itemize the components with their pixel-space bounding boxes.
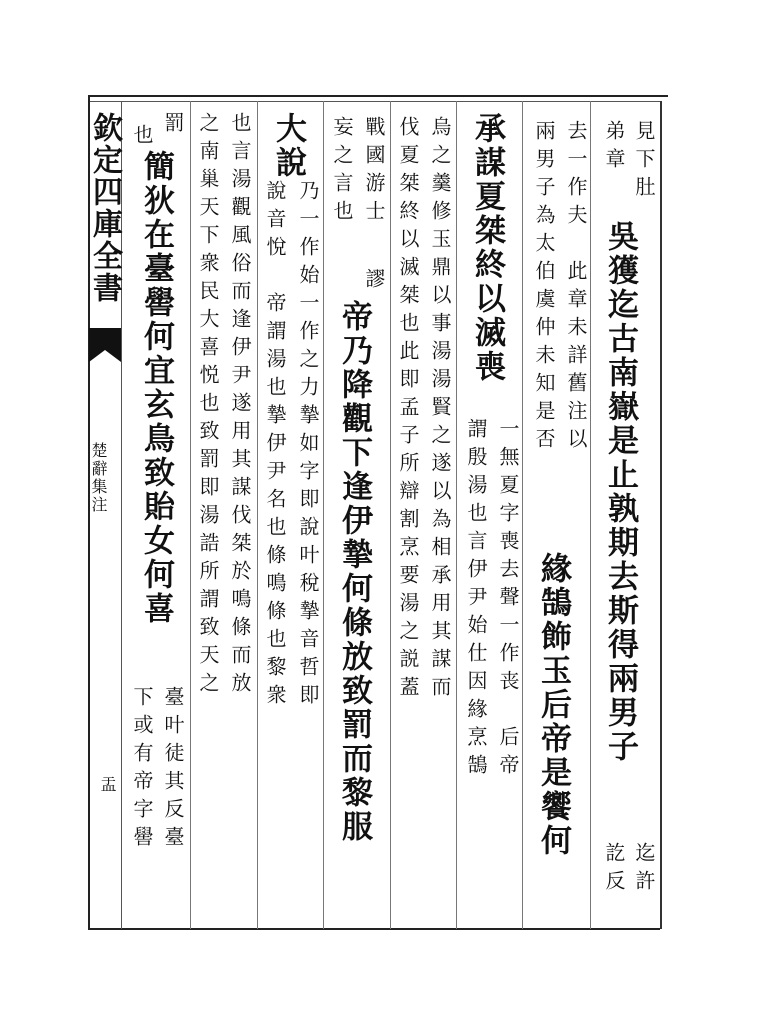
annotation: 戰國游士 (362, 116, 386, 228)
annotation: 謬 (362, 268, 386, 296)
book-title: 楚辭集注 (89, 442, 108, 514)
annotation: 迄許 (632, 842, 656, 898)
annotation: 乃一作始一作之力摯如字即說叶稅摯音哲即 (296, 180, 320, 712)
main-text-column: 承謀夏桀終以滅喪 (469, 112, 505, 384)
main-text-column: 帝乃降觀下逢伊摯何條放致罰而黎服 (336, 300, 372, 844)
frame-right-border (660, 101, 662, 929)
annotation: 弟章 (602, 120, 626, 176)
column-rule (390, 101, 391, 929)
column-rule (257, 101, 258, 929)
column-rule (456, 101, 457, 929)
annotation: 之南巢天下衆民大喜悦也致罰即湯誥所謂致天之 (196, 112, 220, 700)
annotation: 訖反 (602, 842, 626, 898)
main-text-column: 吳獲迄古南嶽是止孰期去斯得兩男子 (602, 220, 638, 764)
main-text-column: 大說 (270, 112, 306, 180)
book-series-title: 欽定四庫全書 (87, 112, 122, 304)
annotation: 妄之言也 (330, 116, 354, 228)
frame-top-border (88, 95, 668, 97)
fish-tail-mark-icon (88, 328, 121, 362)
column-rule (323, 101, 324, 929)
annotation: 謂殷湯也言伊尹始仕因緣烹鵠 (464, 418, 488, 782)
column-rule (590, 101, 591, 929)
frame-inner-top-border (88, 101, 660, 102)
column-rule (190, 101, 191, 929)
page-number: 盂 (98, 776, 117, 794)
annotation: 也 (130, 124, 154, 152)
annotation: 也言湯觀風俗而逢伊尹遂用其謀伐桀於鳴條而放 (228, 112, 252, 700)
column-rule (522, 101, 523, 929)
annotation: 見下肚 (632, 120, 656, 204)
frame-bottom-border (88, 928, 660, 930)
annotation: 臺叶徒其反臺 (161, 686, 185, 854)
annotation: 兩男子為太伯虞仲未知是否 (532, 120, 556, 456)
main-text-column: 簡狄在臺嚳何宜玄鳥致貽女何喜 (138, 150, 174, 626)
annotation: 去一作夫 此章未詳舊注以 (564, 120, 588, 456)
annotation: 伐夏桀終以滅桀也此即孟子所辯割烹要湯之説蓋 (396, 116, 420, 704)
annotation: 一無夏字喪去聲一作丧 后帝 (496, 418, 520, 782)
annotation: 說音悅 帝謂湯也摯伊尹名也條鳴條也黎衆 (263, 180, 287, 712)
main-text-column: 緣鵠飾玉后帝是饗何 (535, 552, 571, 858)
annotation: 罰 (161, 112, 185, 140)
annotation: 下或有帝字嚳 (130, 686, 154, 854)
annotation: 烏之羹修玉鼎以事湯湯賢之遂以為相承用其謀而 (428, 116, 452, 704)
